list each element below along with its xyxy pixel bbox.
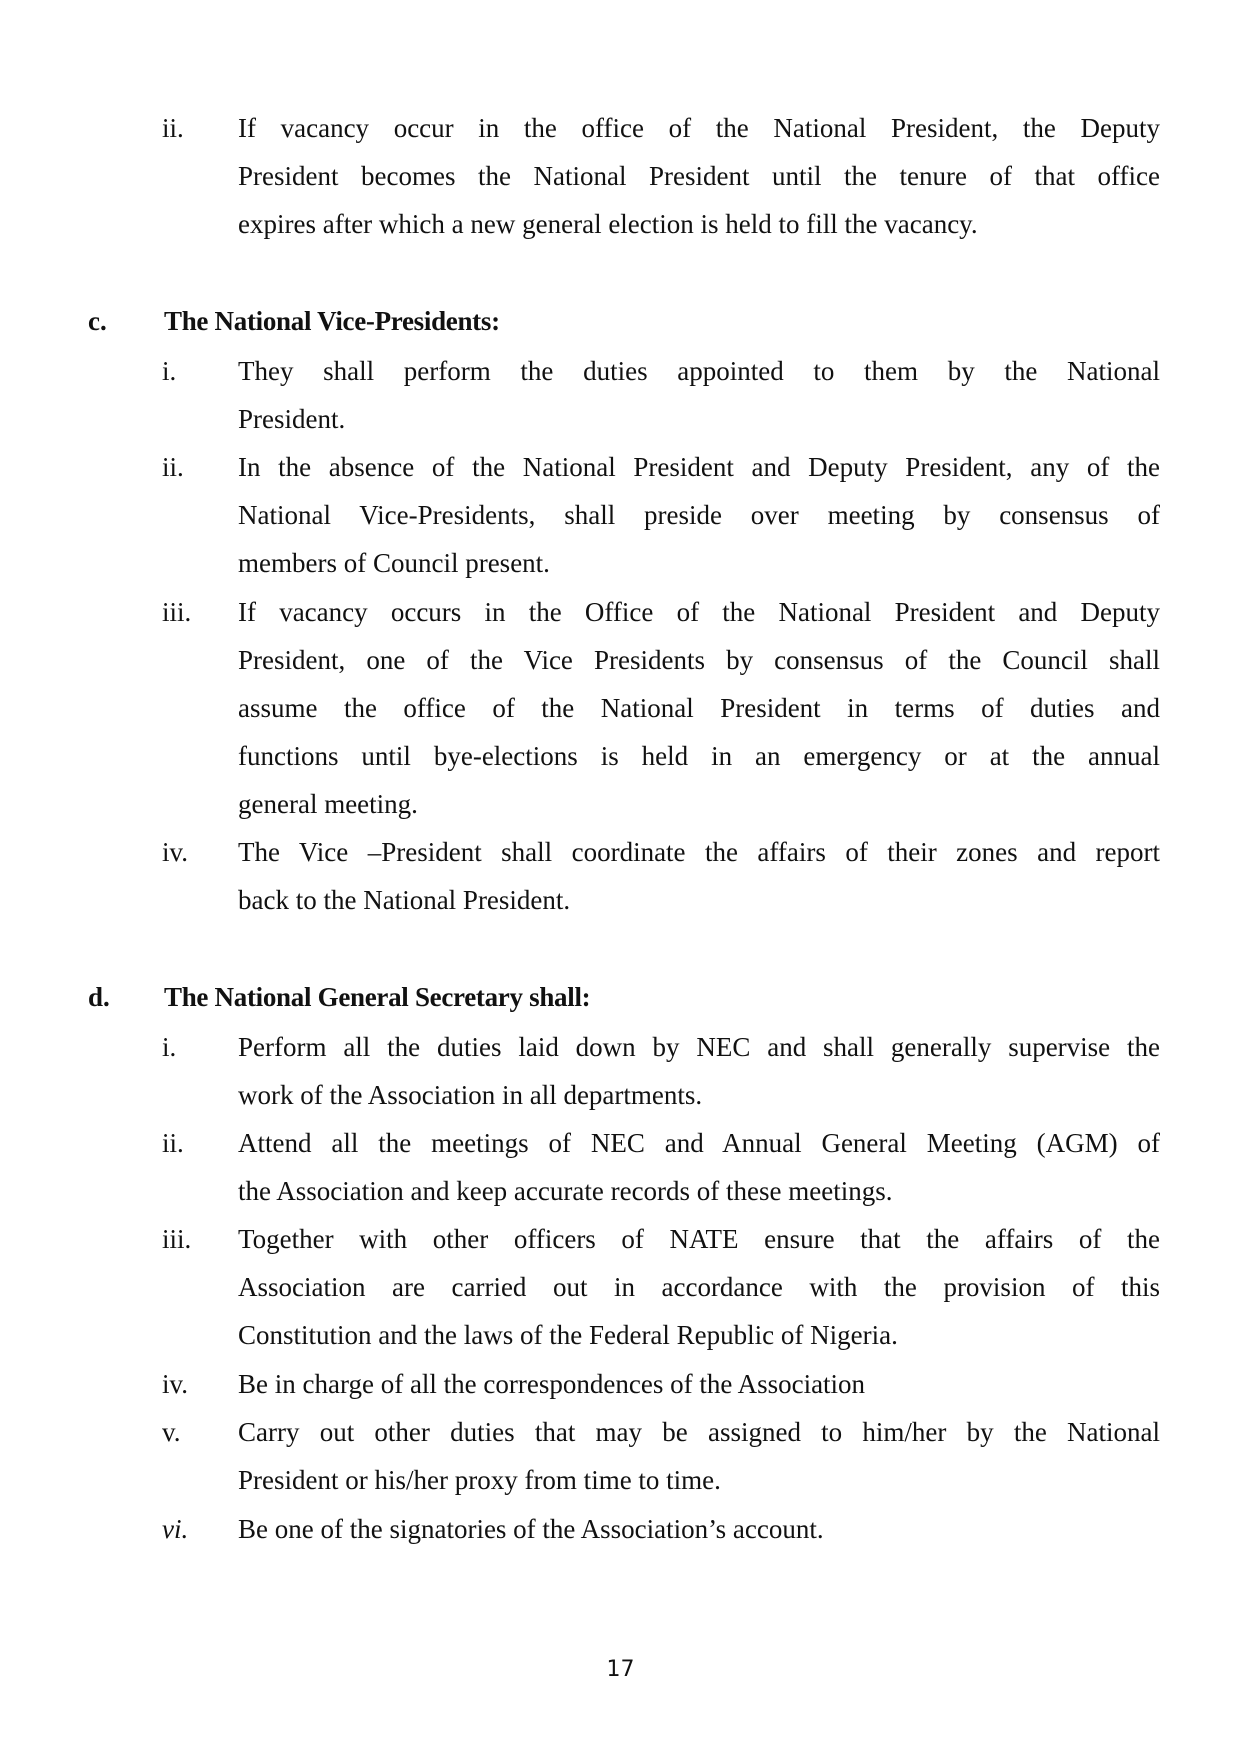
item-text-line: Constitution and the laws of the Federal Republic of Nigeria.: [238, 1320, 898, 1350]
item-text-line: back to the National President.: [238, 885, 571, 915]
item-text-line: Be in charge of all the correspondences of the Association: [238, 1369, 866, 1399]
section-heading: The National General Secretary shall:: [164, 982, 591, 1012]
item-number: vi.: [162, 1514, 189, 1544]
section-label: d.: [88, 982, 110, 1012]
item-number: ii.: [162, 113, 184, 143]
item-text-line: Be one of the signatories of the Association’s account.: [238, 1514, 824, 1544]
item-text-line: National Vice-Presidents, shall preside over meeting by consensus of: [238, 500, 1160, 530]
item-text-line: President becomes the National President until the tenure of that office: [238, 161, 1160, 191]
item-text-line: functions until bye-elections is held in an emergency or at the annual: [238, 741, 1160, 771]
item-text-line: work of the Association in all departments.: [238, 1080, 703, 1110]
item-text-line: In the absence of the National President and Deputy President, any of the: [238, 452, 1160, 482]
item-number: ii.: [162, 1128, 184, 1158]
item-text-line: members of Council present.: [238, 548, 550, 578]
item-text-line: Carry out other duties that may be assigned to him/her by the National: [238, 1417, 1160, 1447]
item-text-line: Attend all the meetings of NEC and Annual General Meeting (AGM) of: [238, 1128, 1160, 1158]
item-number: ii.: [162, 452, 184, 482]
section-heading: The National Vice-Presidents:: [164, 306, 500, 336]
item-text-line: The Vice –President shall coordinate the affairs of their zones and report: [238, 837, 1160, 867]
item-number: iii.: [162, 597, 192, 627]
item-text-line: President, one of the Vice Presidents by consensus of the Council shall: [238, 645, 1160, 675]
page-number: 17: [606, 1657, 635, 1682]
item-text-line: If vacancy occurs in the Office of the National President and Deputy: [238, 597, 1160, 627]
item-text-line: President or his/her proxy from time to time.: [238, 1465, 721, 1495]
item-text-line: general meeting.: [238, 789, 418, 819]
item-text-line: Association are carried out in accordance with the provision of this: [238, 1272, 1160, 1302]
item-text-line: If vacancy occur in the office of the National President, the Deputy: [238, 113, 1160, 143]
item-text-line: assume the office of the National President in terms of duties and: [238, 693, 1160, 723]
item-number: v.: [162, 1417, 181, 1447]
section-label: c.: [88, 306, 107, 336]
item-text-line: Perform all the duties laid down by NEC and shall generally supervise the: [238, 1032, 1160, 1062]
item-number: i.: [162, 1032, 177, 1062]
item-text-line: expires after which a new general election is held to fill the vacancy.: [238, 209, 978, 239]
item-text-line: the Association and keep accurate records of these meetings.: [238, 1176, 893, 1206]
item-text-line: Together with other officers of NATE ensure that the affairs of the: [238, 1224, 1160, 1254]
item-text-line: They shall perform the duties appointed to them by the National: [238, 356, 1160, 386]
item-number: i.: [162, 356, 177, 386]
item-number: iii.: [162, 1224, 192, 1254]
item-text-line: President.: [238, 404, 346, 434]
item-number: iv.: [162, 837, 188, 867]
item-number: iv.: [162, 1369, 188, 1399]
